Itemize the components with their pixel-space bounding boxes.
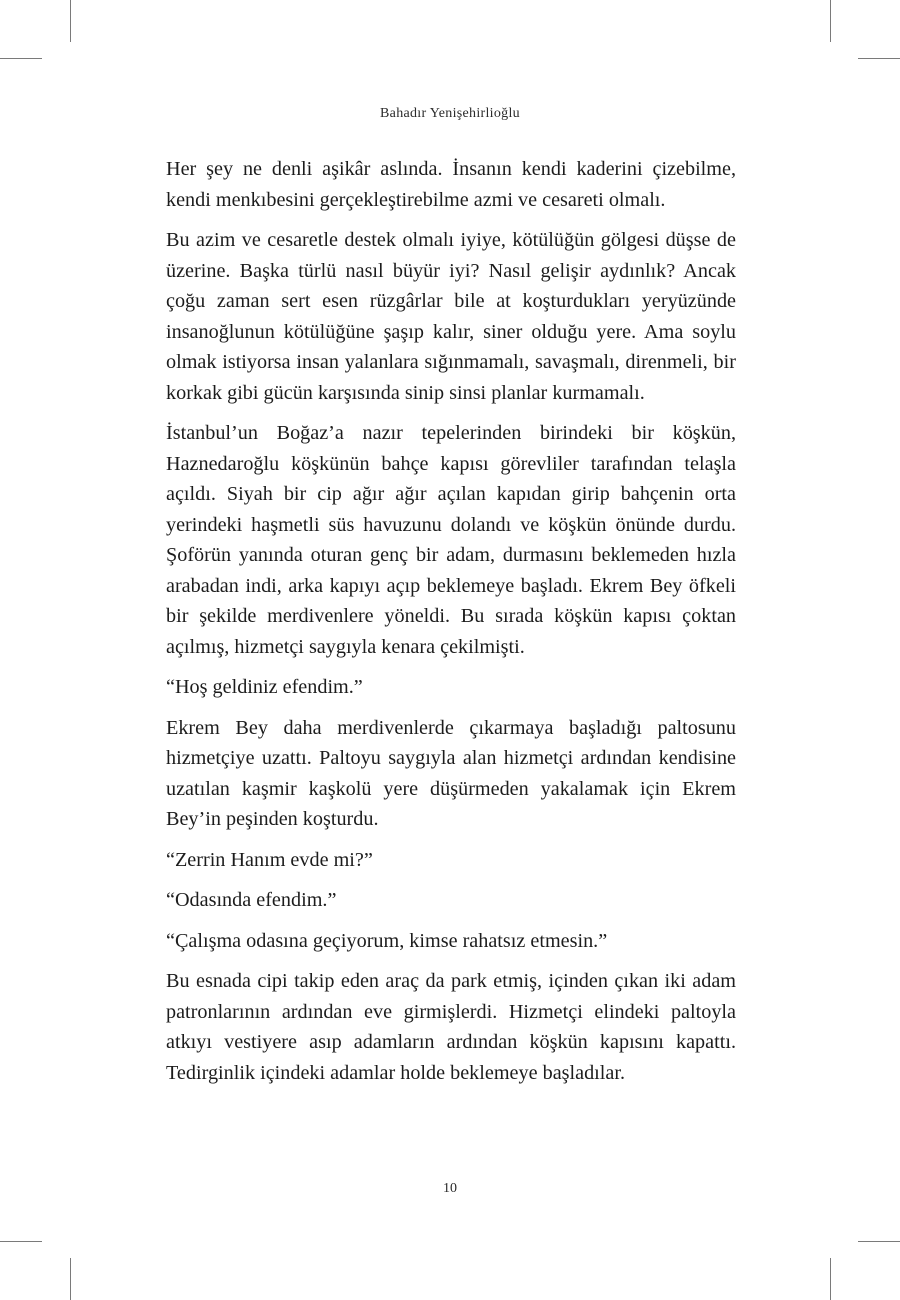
dialogue-line: “Zerrin Hanım evde mi?” bbox=[166, 848, 373, 871]
paragraph: İstanbul’un Boğaz’a nazır tepelerinden birindeki bir köşkün, Haznedaroğlu köşkünün bahçe kapısı görevliler tarafından telaşla açıldı. Siyah bir cip ağır ağır açılan kapıdan girip bahçenin orta yerindeki haşmetli süs havuzunu dolandı ve köşkün önünde durdu. Şoförün yanında oturan genç bir adam, durmasını beklemeden hızla arabadan indi, arka kapıyı açıp beklemeye başladı. Ekrem Bey öfkeli bir şekilde merdivenlere yöneldi. Bu sırada köşkün kapısı çoktan açılmış, hizmetçi saygıyla kenara çekilmişti. bbox=[166, 422, 736, 658]
crop-mark-top-right-horizontal bbox=[858, 58, 900, 59]
crop-mark-top-right-vertical bbox=[830, 0, 831, 42]
body-text bbox=[166, 154, 736, 1098]
paragraph: Ekrem Bey daha merdivenlerde çıkarmaya başladığı paltosunu hizmetçiye uzattı. Paltoyu saygıyla alan hizmetçi ardından kendisine uzatılan kaşmir kaşkolü yere düşürmeden yakalamak için Ekrem Bey’in peşinden koşturdu. bbox=[166, 716, 736, 830]
dialogue-line: “Hoş geldiniz efendim.” bbox=[166, 676, 363, 698]
crop-mark-bottom-left-horizontal bbox=[0, 1241, 42, 1242]
dialogue-line: “Odasında efendim.” bbox=[166, 889, 337, 911]
dialogue-line: “Çalışma odasına geçiyorum, kimse rahatsız etmesin.” bbox=[166, 929, 608, 952]
crop-mark-top-left-horizontal bbox=[0, 58, 42, 59]
running-head-author: Bahadır Yenişehirlioğlu bbox=[380, 106, 520, 121]
page-number: 10 bbox=[443, 1181, 457, 1196]
crop-mark-bottom-right-horizontal bbox=[858, 1241, 900, 1242]
crop-mark-top-left-vertical bbox=[70, 0, 71, 42]
crop-mark-bottom-right-vertical bbox=[830, 1258, 831, 1300]
paragraph: Bu esnada cipi takip eden araç da park etmiş, içinden çıkan iki adam patronlarının ardından eve girmişlerdi. Hizmetçi elindeki paltoyla atkıyı vestiyere asıp adamların ardından köşkün kapısını kapattı. Tedirginlik içindeki adamlar holde beklemeye başladılar. bbox=[166, 970, 736, 1084]
crop-mark-bottom-left-vertical bbox=[70, 1258, 71, 1300]
paragraph: Bu azim ve cesaretle destek olmalı iyiye, kötülüğün gölgesi düşse de üzerine. Başka türlü nasıl büyür iyi? Nasıl gelişir aydınlık? Ancak çoğu zaman sert esen rüzgârlar bile at koşturdukları yeryüzünde insanoğlunun kötülüğüne şaşıp kalır, siner olduğu yere. Ama soylu olmak istiyorsa insan yalanlara sığınmamalı, savaşmalı, direnmeli, bir korkak gibi gücün karşısında sinip sinsi planlar kurmamalı. bbox=[166, 229, 736, 404]
paragraph: Her şey ne denli aşikâr aslında. İnsanın kendi kaderini çizebilme, kendi menkıbesini gerçekleştirebilme azmi ve cesareti olmalı. bbox=[166, 158, 736, 211]
